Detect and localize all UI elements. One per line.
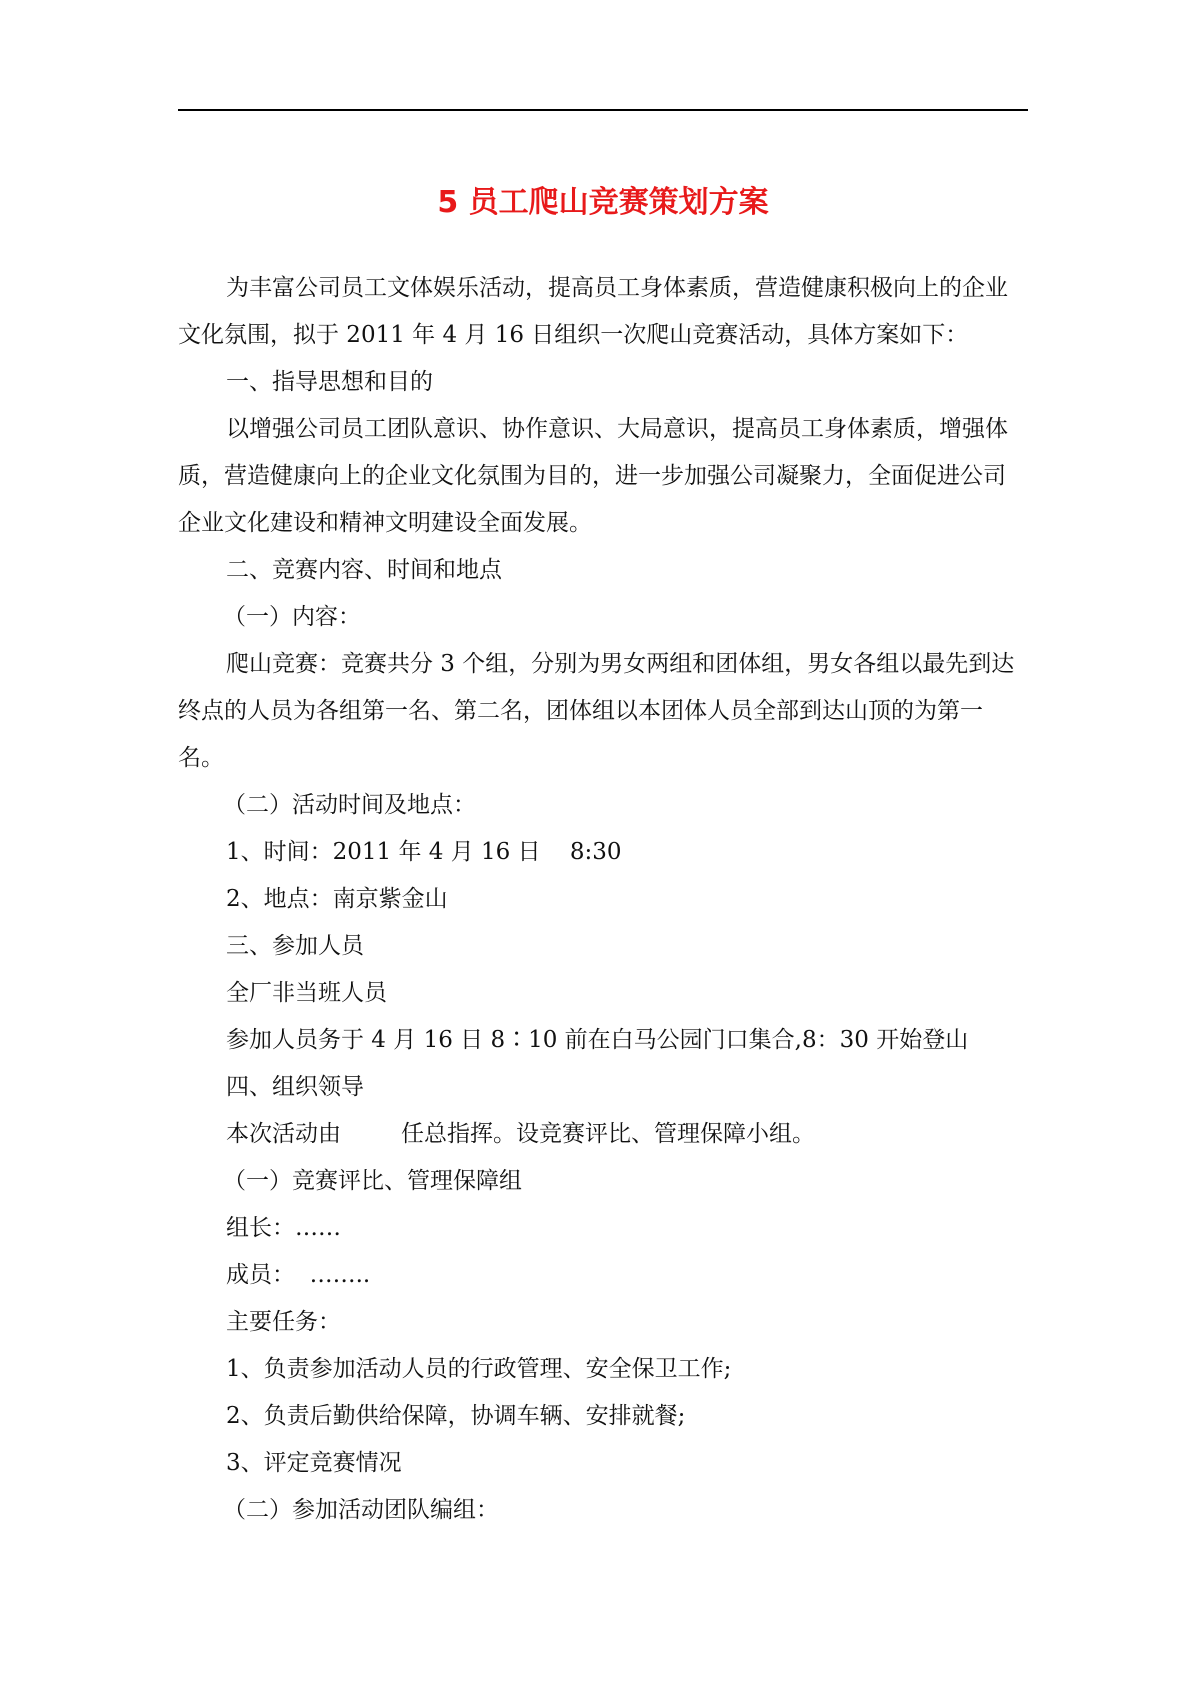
header-rule (178, 109, 1028, 111)
document-title: 5 员工爬山竞赛策划方案 (437, 185, 769, 220)
section-1-body: 以增强公司员工团队意识、协作意识、大局意识，提高员工身体素质，增强体质，营造健康向上的企业文化氛围为目的，进一步加强公司凝聚力，全面促进公司企业文化建设和精神文明建设全面发展。 (178, 416, 1008, 536)
section-2-content-body: 爬山竞赛：竞赛共分 3 个组，分别为男女两组和团体组，男女各组以最先到达终点的人员为各组第一名、第二名，团体组以本团体人员全部到达山顶的为第一名。 (178, 651, 1015, 771)
section-3-body-2: 参加人员务于 4 月 16 日 8∶10 前在白马公园门口集合,8：30 开始登山 (226, 1027, 969, 1053)
section-3-heading: 三、参加人员 (226, 933, 364, 959)
section-4-members: 成员： …….. (226, 1262, 371, 1288)
section-4-body-part-b: 任总指挥。设竞赛评比、管理保障小组。 (401, 1121, 815, 1147)
intro-paragraph: 为丰富公司员工文体娱乐活动，提高员工身体素质，营造健康积极向上的企业文化氛围，拟于 2011 年 4 月 16 日组织一次爬山竞赛活动，具体方案如下： (178, 275, 1008, 348)
section-4-body (178, 1111, 1028, 1158)
section-4-task-1: 1、负责参加活动人员的行政管理、安全保卫工作; (226, 1356, 732, 1382)
section-3-body-1: 全厂非当班人员 (226, 980, 387, 1006)
section-2-heading: 二、竞赛内容、时间和地点 (226, 557, 502, 583)
section-1-heading: 一、指导思想和目的 (226, 369, 433, 395)
section-4-task-2: 2、负责后勤供给保障，协调车辆、安排就餐; (226, 1403, 686, 1429)
section-2-place: 2、地点：南京紫金山 (226, 886, 448, 912)
section-2-time: 1、时间：2011 年 4 月 16 日 8:30 (226, 839, 622, 865)
document-body (178, 265, 1028, 1534)
section-4-tasks-heading: 主要任务： (226, 1309, 341, 1335)
section-2-content-heading: （一）内容： (223, 604, 361, 630)
section-4-task-3: 3、评定竞赛情况 (226, 1450, 402, 1476)
section-4-group-2-heading: （二）参加活动团队编组： (223, 1497, 499, 1523)
section-4-group-1-heading: （一）竞赛评比、管理保障组 (223, 1168, 522, 1194)
section-4-heading: 四、组织领导 (226, 1074, 364, 1100)
section-2-time-heading: （二）活动时间及地点： (223, 792, 476, 818)
section-4-body-part-a: 本次活动由 (226, 1121, 341, 1147)
section-4-leader: 组长：…… (226, 1215, 341, 1241)
